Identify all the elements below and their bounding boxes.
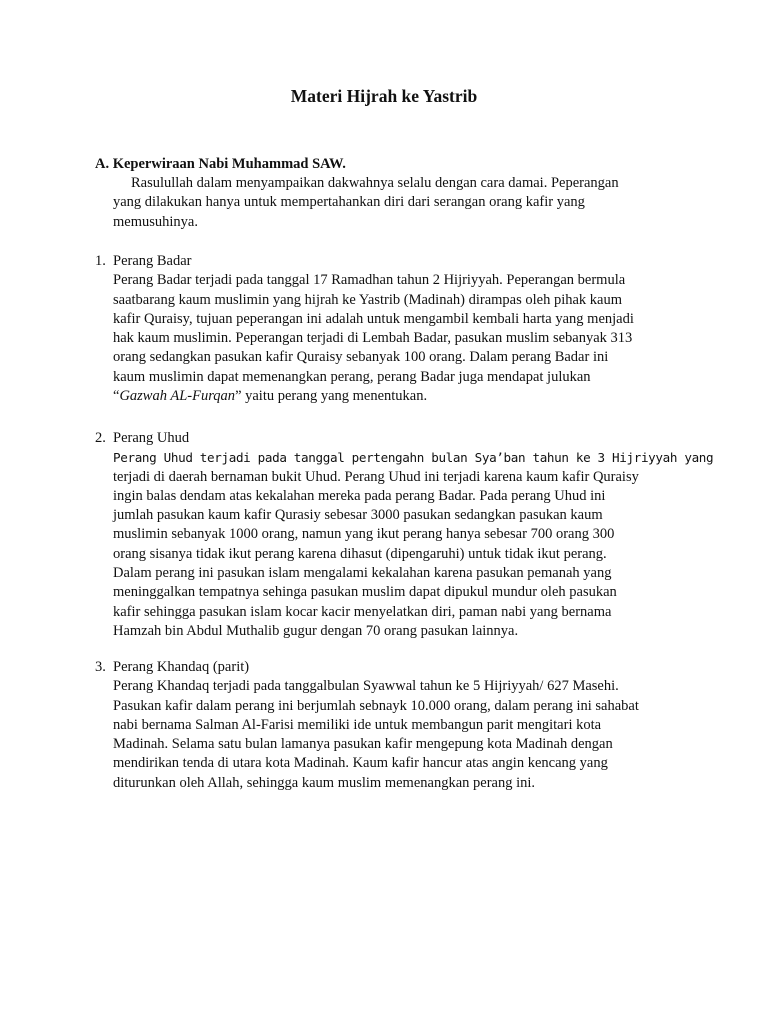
paragraph-line: saatbarang kaum muslimin yang hijrah ke Yastrib (Madinah) dirampas oleh pihak kaum <box>113 291 623 308</box>
paragraph-line: Madinah. Selama satu bulan lamanya pasukan kafir mengepung kota Madinah dengan <box>113 736 613 753</box>
list-item-body <box>113 448 714 641</box>
list-item-number: 1. <box>95 253 106 269</box>
paragraph-line: Perang Uhud terjadi pada tanggal pertengahn bulan Sya’ban tahun ke 3 Hijriyyah yang <box>113 450 714 466</box>
paragraph-line: yang dilakukan hanya untuk mempertahankan diri dari serangan orang kafir yang <box>113 194 585 211</box>
list-item-title: Perang Uhud <box>113 430 190 446</box>
paragraph-line: nabi bernama Salman Al-Farisi memiliki ide untuk membangun parit mengitari kota <box>113 716 602 733</box>
paragraph-line-last <box>113 387 693 406</box>
paragraph-line: Pasukan kafir dalam perang ini berjumlah sebnayk 10.000 orang, dalam perang ini sahabat <box>113 697 639 714</box>
document-title: Materi Hijrah ke Yastrib <box>290 86 478 106</box>
paragraph-line: Perang Khandaq terjadi pada tanggalbulan Syawwal tahun ke 5 Hijriyyah/ 627 Masehi. <box>113 678 619 695</box>
list-item-number: 2. <box>95 430 106 446</box>
list-item-body <box>113 271 693 406</box>
paragraph-line: ingin balas dendam atas kekalahan mereka pada perang Badar. Pada perang Uhud ini <box>113 487 606 504</box>
list-item-body <box>113 677 693 793</box>
paragraph-line: jumlah pasukan kaum kafir Qurasiy sebesar 3000 pasukan sedangkan pasukan kaum <box>113 507 603 524</box>
list-item-number: 3. <box>95 659 106 675</box>
line-rest: ” yaitu perang yang menentukan. <box>235 388 428 405</box>
list-item-title: Perang Khandaq (parit) <box>113 659 250 675</box>
paragraph-line: kafir Quraisy, tujuan peperangan ini adalah untuk mengambil kembali harta yang menjadi <box>113 310 634 327</box>
paragraph-line: Hamzah bin Abdul Muthalib gugur dengan 70 orang pasukan lainnya. <box>113 622 519 639</box>
paragraph-line: kafir sehingga pasukan islam kocar kacir menyelatkan diri, paman nabi yang bernama <box>113 603 612 620</box>
open-quote: “ <box>113 388 120 405</box>
paragraph-line: Rasulullah dalam menyampaikan dakwahnya selalu dengan cara damai. Peperangan <box>131 175 619 191</box>
paragraph-line: orang sisanya tidak ikut perang karena dihasut (dipengaruhi) untuk tidak ikut perang. <box>113 545 607 562</box>
paragraph-line: mendirikan tenda di utara kota Madinah. Kaum kafir hancur atas angin kencang yang <box>113 755 608 772</box>
paragraph-line: Perang Badar terjadi pada tanggal 17 Ramadhan tahun 2 Hijriyyah. Peperangan bermula <box>113 272 626 289</box>
paragraph-line: memusuhinya. <box>113 213 198 230</box>
paragraph-line: terjadi di daerah bernaman bukit Uhud. Perang Uhud ini terjadi karena kaum kafir Quraisy <box>113 468 639 485</box>
paragraph-line: orang sedangkan pasukan kafir Quraisy sebanyak 100 orang. Dalam perang Badar ini <box>113 349 609 366</box>
paragraph-line: meninggalkan tempatnya sehinga pasukan muslim dapat dipukul mundur oleh pasukan <box>113 584 617 601</box>
italic-term: Gazwah AL-Furqan <box>119 388 236 405</box>
paragraph-line: kaum muslimin dapat memenangkan perang, perang Badar juga mendapat julukan <box>113 368 591 385</box>
section-a-heading: A. Keperwiraan Nabi Muhammad SAW. <box>95 156 346 172</box>
paragraph-line: diturunkan oleh Allah, sehingga kaum muslim memenangkan perang ini. <box>113 774 536 791</box>
paragraph-line: Dalam perang ini pasukan islam mengalami kekalahan karena pasukan pemanah yang <box>113 565 612 582</box>
paragraph-line: muslimin sebanyak 1000 orang, namun yang ikut perang hanya sebesar 700 orang 300 <box>113 526 615 543</box>
paragraph-line: hak kaum muslimin. Peperangan terjadi di Lembah Badar, pasukan muslim sebanyak 313 <box>113 330 633 347</box>
list-item-title: Perang Badar <box>113 253 192 269</box>
section-a-paragraph <box>113 174 673 232</box>
